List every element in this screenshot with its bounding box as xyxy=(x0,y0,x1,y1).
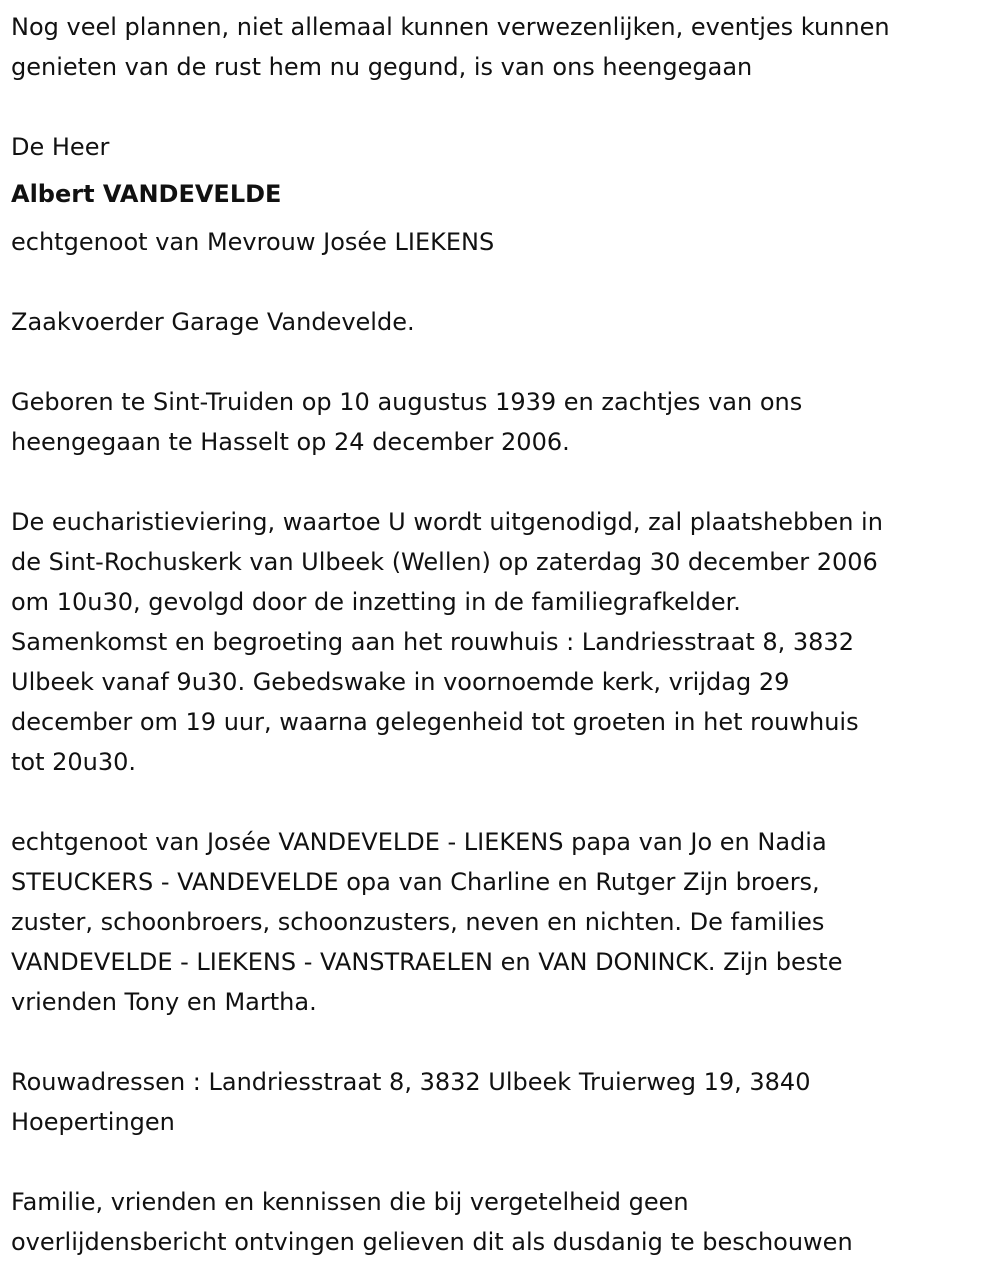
text-line: Rouwadressen : Landriesstraat 8, 3832 Ulbeek Truierweg 19, 3840 xyxy=(11,1068,811,1096)
text-line: Familie, vrienden en kennissen die bij vergetelheid geen xyxy=(11,1188,689,1216)
text-line: zuster, schoonbroers, schoonzusters, neven en nichten. De families xyxy=(11,908,825,936)
occupation-line: Zaakvoerder Garage Vandevelde. xyxy=(11,308,415,336)
text-line: Nog veel plannen, niet allemaal kunnen verwezenlijken, eventjes kunnen xyxy=(11,13,890,41)
spouse-line: echtgenoot van Mevrouw Josée LIEKENS xyxy=(11,228,495,256)
text-line: echtgenoot van Josée VANDEVELDE - LIEKENS papa van Jo en Nadia xyxy=(11,828,827,856)
text-line: Samenkomst en begroeting aan het rouwhuis : Landriesstraat 8, 3832 xyxy=(11,628,854,656)
text-line: Geboren te Sint-Truiden op 10 augustus 1939 en zachtjes van ons xyxy=(11,388,803,416)
text-line: Hoepertingen xyxy=(11,1108,175,1136)
text-line: tot 20u30. xyxy=(11,748,137,776)
text-line: VANDEVELDE - LIEKENS - VANSTRAELEN en VAN DONINCK. Zijn beste xyxy=(11,948,843,976)
deceased-name: Albert VANDEVELDE xyxy=(11,180,282,208)
birth-death-paragraph xyxy=(11,382,1000,462)
text-line: genieten van de rust hem nu gegund, is van ons heengegaan xyxy=(11,53,753,81)
text-line: Ulbeek vanaf 9u30. Gebedswake in voornoemde kerk, vrijdag 29 xyxy=(11,668,790,696)
ceremony-paragraph xyxy=(11,502,1000,782)
honorific: De Heer xyxy=(11,133,110,161)
text-line: De eucharistieviering, waartoe U wordt uitgenodigd, zal plaatshebben in xyxy=(11,508,883,536)
text-line: de Sint-Rochuskerk van Ulbeek (Wellen) op zaterdag 30 december 2006 xyxy=(11,548,878,576)
text-line: december om 19 uur, waarna gelegenheid tot groeten in het rouwhuis xyxy=(11,708,859,736)
text-line: overlijdensbericht ontvingen gelieven dit als dusdanig te beschouwen xyxy=(11,1228,853,1256)
text-line: om 10u30, gevolgd door de inzetting in de familiegrafkelder. xyxy=(11,588,741,616)
text-line: heengegaan te Hasselt op 24 december 2006. xyxy=(11,428,570,456)
intro-paragraph xyxy=(11,7,1000,87)
text-line: STEUCKERS - VANDEVELDE opa van Charline en Rutger Zijn broers, xyxy=(11,868,820,896)
addresses-paragraph xyxy=(11,1062,1000,1142)
family-paragraph xyxy=(11,822,1000,1022)
text-line: vrienden Tony en Martha. xyxy=(11,988,317,1016)
closing-paragraph xyxy=(11,1182,1000,1262)
